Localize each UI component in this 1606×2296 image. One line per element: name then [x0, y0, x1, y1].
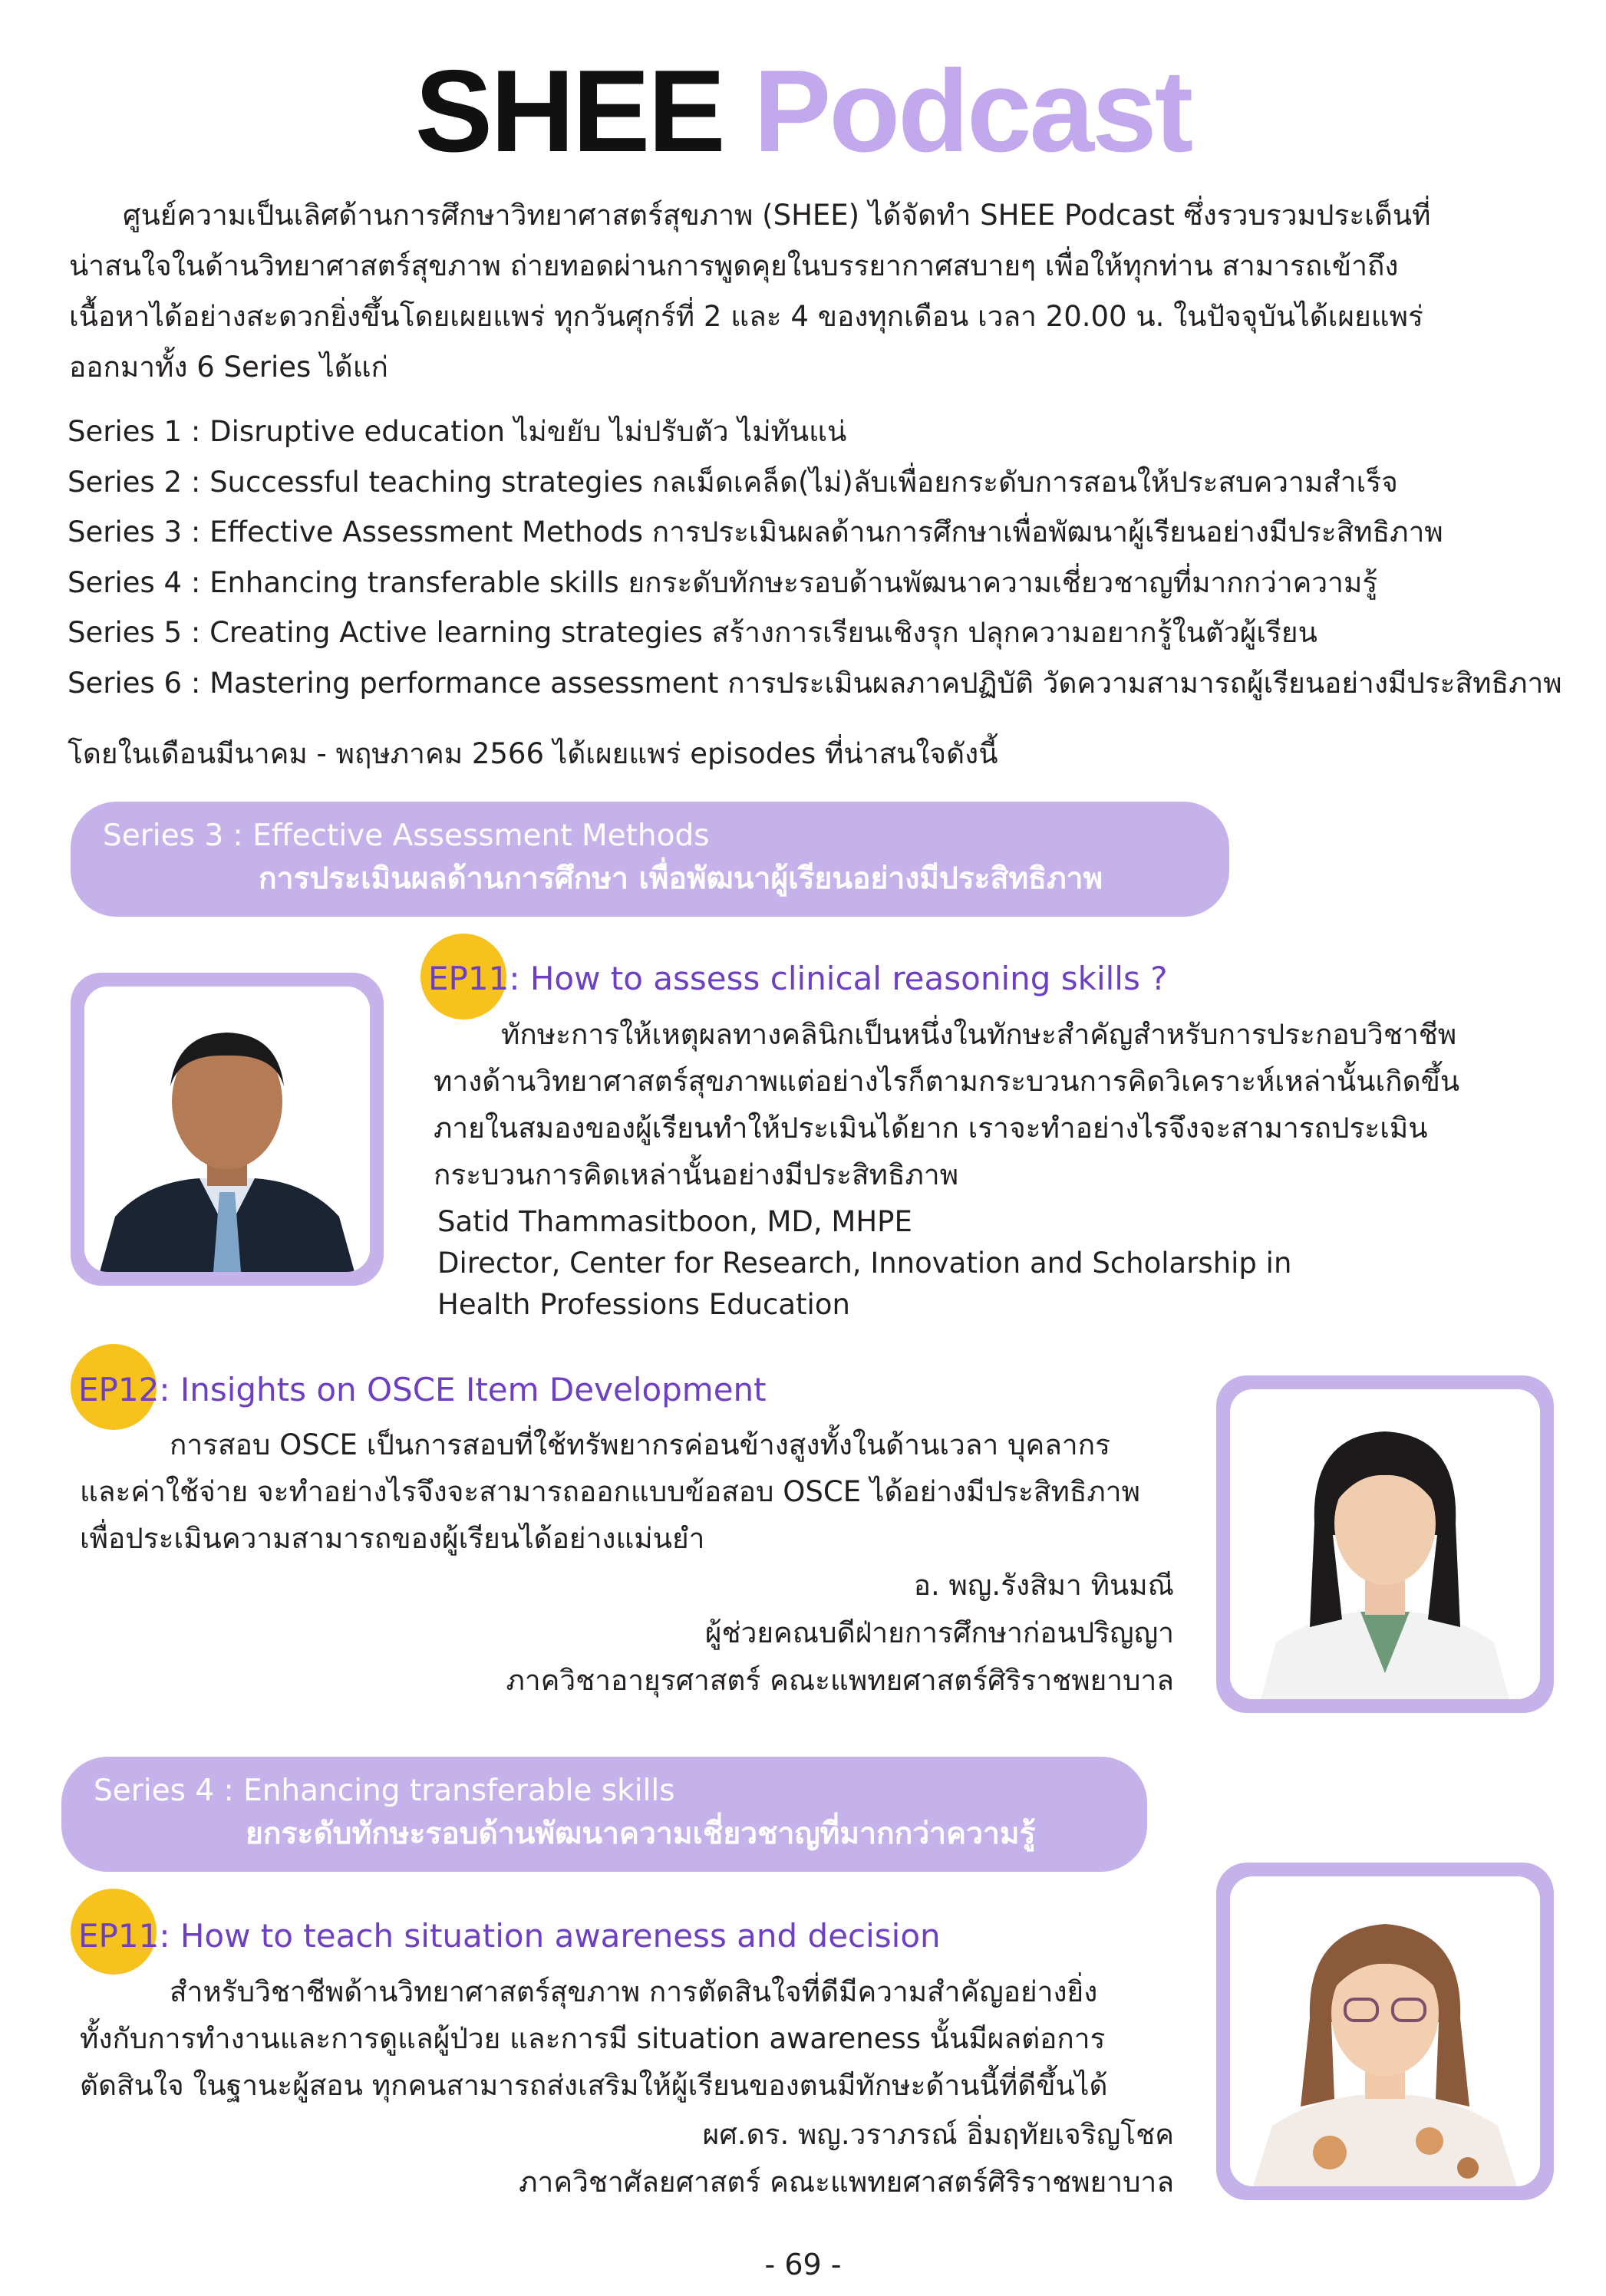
- episode-title-text: : How to teach situation awareness and decision: [159, 1917, 941, 1955]
- speaker-photo-frame: [1216, 1375, 1554, 1713]
- series-list: [68, 407, 1571, 708]
- description-line: ทักษะการให้เหตุผลทางคลินิกเป็นหนึ่งในทักษะสำคัญสำหรับการประกอบวิชาชีพ: [501, 1018, 1457, 1051]
- page-title: [0, 38, 1606, 184]
- episode-description: [80, 1968, 1215, 2109]
- speaker-portrait-icon: [84, 987, 370, 1272]
- series-item: Series 4 : Enhancing transferable skills ยกระดับทักษะรอบด้านพัฒนาความเชี่ยวชาญที่มากกว่าความรู้: [68, 565, 1378, 599]
- speaker-portrait-icon: [1230, 1876, 1540, 2186]
- speaker-photo: [84, 987, 370, 1272]
- description-line: ตัดสินใจ ในฐานะผู้สอน ทุกคนสามารถส่งเสริมให้ผู้เรียนของตนมีทักษะด้านนี้ที่ดีขึ้นได้: [80, 2069, 1108, 2102]
- speaker-photo: [1230, 1389, 1540, 1699]
- description-line: ภายในสมองของผู้เรียนทำให้ประเมินได้ยาก เราจะทำอย่างไรจึงจะสามารถประเมิน: [434, 1112, 1428, 1145]
- speaker-credit: [430, 1562, 1174, 1705]
- episode-number: EP11: [428, 960, 510, 997]
- series-item: Series 6 : Mastering performance assessment การประเมินผลภาคปฏิบัติ วัดความสามารถผู้เรียนอย่างมีประสิทธิภาพ: [68, 666, 1562, 700]
- speaker-name: Satid Thammasitboon, MD, MHPE: [437, 1205, 912, 1238]
- series-3-banner: [71, 802, 1229, 917]
- episode-title-text: : How to assess clinical reasoning skills ?: [509, 960, 1168, 997]
- speaker-affiliation: Health Professions Education: [437, 1288, 850, 1321]
- page-number: - 69 -: [764, 2248, 842, 2281]
- speaker-credit: [437, 1201, 1291, 1326]
- intro-line: เนื้อหาได้อย่างสะดวกยิ่งขึ้นโดยเผยแพร่ ทุกวันศุกร์ที่ 2 และ 4 ของทุกเดือน เวลา 20.00 น. ในปัจจุบันได้เผยแพร่: [69, 300, 1423, 333]
- episode-description: [434, 1011, 1569, 1198]
- banner-series-title: Series 3 : Effective Assessment Methods: [103, 819, 710, 853]
- series-item: Series 3 : Effective Assessment Methods การประเมินผลด้านการศึกษาเพื่อพัฒนาผู้เรียนอย่างมีประสิทธิภาพ: [68, 516, 1443, 548]
- title-shee: SHEE: [414, 46, 724, 176]
- episode-number: EP11: [78, 1917, 160, 1955]
- episode-title[interactable]: [78, 1913, 941, 1959]
- speaker-photo-frame: [1216, 1863, 1554, 2200]
- description-line: เพื่อประเมินความสามารถของผู้เรียนได้อย่างแม่นยำ: [80, 1522, 705, 1555]
- speaker-photo-frame: [71, 973, 384, 1286]
- description-line: สำหรับวิชาชีพด้านวิทยาศาสตร์สุขภาพ การตัดสินใจที่ดีมีความสำคัญอย่างยิ่ง: [170, 1975, 1098, 2008]
- description-line: ทางด้านวิทยาศาสตร์สุขภาพแต่อย่างไรก็ตามกระบวนการคิดวิเคราะห์เหล่านั้นเกิดขึ้น: [434, 1065, 1460, 1098]
- description-line: การสอบ OSCE เป็นการสอบที่ใช้ทรัพยากรค่อนข้างสูงทั้งในด้านเวลา บุคลากร: [170, 1428, 1110, 1461]
- series-4-banner: [61, 1757, 1147, 1872]
- speaker-name: ผศ.ดร. พญ.วราภรณ์ อิ่มฤทัยเจริญโชค: [702, 2118, 1174, 2151]
- speaker-affiliation: ภาควิชาศัลยศาสตร์ คณะแพทยศาสตร์ศิริราชพยาบาล: [519, 2166, 1174, 2199]
- series-item: Series 1 : Disruptive education ไม่ขยับ ไม่ปรับตัว ไม่ทันแน่: [68, 415, 847, 448]
- banner-series-subtitle: การประเมินผลด้านการศึกษา เพื่อพัฒนาผู้เรียนอย่างมีประสิทธิภาพ: [259, 861, 1103, 896]
- speaker-portrait-icon: [1230, 1389, 1540, 1699]
- speaker-affiliation: ภาควิชาอายุรศาสตร์ คณะแพทยศาสตร์ศิริราชพยาบาล: [506, 1664, 1174, 1697]
- episodes-note: โดยในเดือนมีนาคม - พฤษภาคม 2566 ได้เผยแพร่ episodes ที่น่าสนใจดังนี้: [68, 737, 998, 770]
- description-line: กระบวนการคิดเหล่านั้นอย่างมีประสิทธิภาพ: [434, 1158, 959, 1191]
- speaker-name: อ. พญ.รังสิมา ทินมณี: [913, 1569, 1174, 1602]
- series-item: Series 2 : Successful teaching strategies กลเม็ดเคล็ด(ไม่)ลับเพื่อยกระดับการสอนให้ประสบความสำเร็จ: [68, 465, 1398, 499]
- intro-paragraph: [69, 190, 1554, 393]
- episode-description: [80, 1421, 1215, 1562]
- banner-series-subtitle: ยกระดับทักษะรอบด้านพัฒนาความเชี่ยวชาญที่มากกว่าความรู้: [246, 1817, 1036, 1851]
- description-line: และค่าใช้จ่าย จะทำอย่างไรจึงจะสามารถออกแบบข้อสอบ OSCE ได้อย่างมีประสิทธิภาพ: [80, 1475, 1140, 1508]
- series-item: Series 5 : Creating Active learning strategies สร้างการเรียนเชิงรุก ปลุกความอยากรู้ในตัวผู้เรียน: [68, 616, 1317, 649]
- episode-number: EP12: [78, 1371, 160, 1408]
- speaker-role: Director, Center for Research, Innovation and Scholarship in: [437, 1247, 1292, 1280]
- intro-line: น่าสนใจในด้านวิทยาศาสตร์สุขภาพ ถ่ายทอดผ่านการพูดคุยในบรรยากาศสบายๆ เพื่อให้ทุกท่าน สามารถเข้าถึง: [69, 249, 1399, 282]
- episode-title[interactable]: [428, 956, 1167, 1002]
- intro-line: ออกมาทั้ง 6 Series ได้แก่: [69, 351, 388, 384]
- episode-title[interactable]: [78, 1367, 767, 1413]
- description-line: ทั้งกับการทำงานและการดูแลผู้ป่วย และการมี situation awareness นั้นมีผลต่อการ: [80, 2022, 1106, 2055]
- speaker-role: ผู้ช่วยคณบดีฝ่ายการศึกษาก่อนปริญญา: [704, 1616, 1174, 1649]
- banner-series-title: Series 4 : Enhancing transferable skills: [94, 1774, 675, 1808]
- title-podcast: Podcast: [753, 46, 1192, 176]
- intro-line: ศูนย์ความเป็นเลิศด้านการศึกษาวิทยาศาสตร์สุขภาพ (SHEE) ได้จัดทำ SHEE Podcast ซึ่งรวบรวมประเด็นที่: [123, 199, 1431, 232]
- speaker-photo: [1230, 1876, 1540, 2186]
- episode-title-text: : Insights on OSCE Item Development: [159, 1371, 767, 1408]
- speaker-credit: [430, 2111, 1174, 2206]
